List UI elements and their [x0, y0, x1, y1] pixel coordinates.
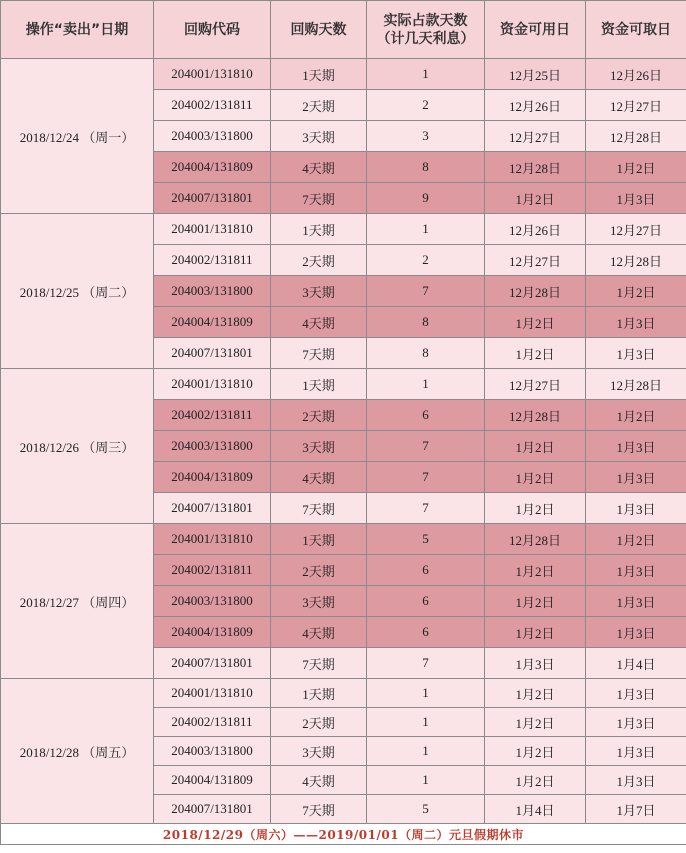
repo-term-cell: 1天期 [271, 679, 367, 708]
withdrawable-date-cell: 1月3日 [586, 766, 686, 795]
repo-term-cell: 1天期 [271, 59, 367, 90]
sell-date-cell: 2018/12/27 （周四） [1, 524, 154, 679]
repo-term-cell: 2天期 [271, 555, 367, 586]
available-date-cell: 1月2日 [485, 183, 586, 214]
withdrawable-date-cell: 1月2日 [586, 400, 686, 431]
sell-date-cell: 2018/12/24 （周一） [1, 59, 154, 214]
repo-code-cell: 204003/131800 [154, 586, 271, 617]
withdrawable-date-cell: 12月27日 [586, 214, 686, 245]
withdrawable-date-cell: 1月7日 [586, 795, 686, 824]
actual-days-cell: 8 [367, 307, 485, 338]
withdrawable-date-cell: 1月3日 [586, 586, 686, 617]
repo-code-cell: 204002/131811 [154, 555, 271, 586]
available-date-cell: 12月27日 [485, 245, 586, 276]
available-date-cell: 12月28日 [485, 524, 586, 555]
actual-days-cell: 6 [367, 617, 485, 648]
actual-days-cell: 1 [367, 708, 485, 737]
repo-code-cell: 204004/131809 [154, 307, 271, 338]
available-date-cell: 1月2日 [485, 493, 586, 524]
repo-term-cell: 4天期 [271, 152, 367, 183]
withdrawable-date-cell: 1月3日 [586, 555, 686, 586]
repo-term-cell: 4天期 [271, 462, 367, 493]
repo-term-cell: 7天期 [271, 183, 367, 214]
repo-code-cell: 204001/131810 [154, 59, 271, 90]
withdrawable-date-cell: 1月3日 [586, 493, 686, 524]
sell-date-cell: 2018/12/26 （周三） [1, 369, 154, 524]
available-date-cell: 1月2日 [485, 679, 586, 708]
repo-code-cell: 204004/131809 [154, 152, 271, 183]
header-sell-date: 操作“卖出”日期 [1, 1, 154, 59]
actual-days-cell: 8 [367, 338, 485, 369]
actual-days-cell: 7 [367, 462, 485, 493]
holiday-note-row [1, 824, 686, 845]
withdrawable-date-cell: 12月26日 [586, 59, 686, 90]
actual-days-cell: 5 [367, 524, 485, 555]
actual-days-cell: 1 [367, 369, 485, 400]
withdrawable-date-cell: 1月4日 [586, 648, 686, 679]
repo-code-cell: 204002/131811 [154, 708, 271, 737]
actual-days-cell: 6 [367, 555, 485, 586]
available-date-cell: 1月2日 [485, 766, 586, 795]
available-date-cell: 1月2日 [485, 586, 586, 617]
available-date-cell: 1月2日 [485, 338, 586, 369]
repo-code-cell: 204007/131801 [154, 795, 271, 824]
available-date-cell: 12月27日 [485, 369, 586, 400]
repo-term-cell: 7天期 [271, 795, 367, 824]
actual-days-cell: 1 [367, 737, 485, 766]
repo-code-cell: 204001/131810 [154, 524, 271, 555]
repo-code-cell: 204004/131809 [154, 617, 271, 648]
available-date-cell: 12月28日 [485, 276, 586, 307]
withdrawable-date-cell: 1月3日 [586, 617, 686, 648]
header-repo-code: 回购代码 [154, 1, 271, 59]
repo-term-cell: 1天期 [271, 214, 367, 245]
available-date-cell: 1月2日 [485, 555, 586, 586]
withdrawable-date-cell: 1月3日 [586, 737, 686, 766]
repo-term-cell: 3天期 [271, 737, 367, 766]
sell-date-cell: 2018/12/25 （周二） [1, 214, 154, 369]
repo-code-cell: 204001/131810 [154, 214, 271, 245]
available-date-cell: 12月25日 [485, 59, 586, 90]
actual-days-cell: 1 [367, 679, 485, 708]
actual-days-cell: 9 [367, 183, 485, 214]
available-date-cell: 12月26日 [485, 214, 586, 245]
repo-term-cell: 4天期 [271, 307, 367, 338]
actual-days-cell: 7 [367, 648, 485, 679]
actual-days-cell: 7 [367, 493, 485, 524]
repo-code-cell: 204007/131801 [154, 183, 271, 214]
withdrawable-date-cell: 1月2日 [586, 524, 686, 555]
header-actual-days-line2: （计几天利息） [376, 30, 475, 47]
actual-days-cell: 5 [367, 795, 485, 824]
repo-code-cell: 204003/131800 [154, 276, 271, 307]
actual-days-cell: 3 [367, 121, 485, 152]
repo-code-cell: 204004/131809 [154, 766, 271, 795]
header-repo-days: 回购天数 [271, 1, 367, 59]
actual-days-cell: 1 [367, 214, 485, 245]
available-date-cell: 1月2日 [485, 617, 586, 648]
available-date-cell: 12月26日 [485, 90, 586, 121]
available-date-cell: 1月3日 [485, 648, 586, 679]
withdrawable-date-cell: 1月3日 [586, 462, 686, 493]
available-date-cell: 12月28日 [485, 400, 586, 431]
repo-code-cell: 204003/131800 [154, 737, 271, 766]
table-row [1, 524, 686, 555]
repo-term-cell: 2天期 [271, 245, 367, 276]
header-row [1, 1, 686, 59]
header-available-date: 资金可用日 [485, 1, 586, 59]
repo-term-cell: 2天期 [271, 90, 367, 121]
repo-term-cell: 7天期 [271, 648, 367, 679]
repo-term-cell: 4天期 [271, 617, 367, 648]
repo-code-cell: 204002/131811 [154, 245, 271, 276]
withdrawable-date-cell: 1月3日 [586, 183, 686, 214]
repo-code-cell: 204001/131810 [154, 369, 271, 400]
withdrawable-date-cell: 1月3日 [586, 338, 686, 369]
actual-days-cell: 7 [367, 276, 485, 307]
repo-code-cell: 204007/131801 [154, 493, 271, 524]
withdrawable-date-cell: 1月2日 [586, 276, 686, 307]
withdrawable-date-cell: 1月3日 [586, 679, 686, 708]
actual-days-cell: 2 [367, 245, 485, 276]
table-row [1, 369, 686, 400]
repo-term-cell: 2天期 [271, 400, 367, 431]
repo-code-cell: 204001/131810 [154, 679, 271, 708]
repo-term-cell: 3天期 [271, 276, 367, 307]
sell-date-cell: 2018/12/28 （周五） [1, 679, 154, 824]
repo-term-cell: 1天期 [271, 369, 367, 400]
repo-term-cell: 7天期 [271, 338, 367, 369]
actual-days-cell: 6 [367, 586, 485, 617]
available-date-cell: 1月2日 [485, 708, 586, 737]
withdrawable-date-cell: 12月28日 [586, 121, 686, 152]
header-withdrawable-date: 资金可取日 [586, 1, 686, 59]
available-date-cell: 1月4日 [485, 795, 586, 824]
table-row [1, 59, 686, 90]
repo-code-cell: 204003/131800 [154, 121, 271, 152]
actual-days-cell: 1 [367, 59, 485, 90]
table-row [1, 214, 686, 245]
repo-code-cell: 204002/131811 [154, 90, 271, 121]
available-date-cell: 12月27日 [485, 121, 586, 152]
holiday-note: 2018/12/29（周六）——2019/01/01（周二）元旦假期休市 [1, 824, 686, 845]
table-body [1, 59, 686, 824]
withdrawable-date-cell: 12月27日 [586, 90, 686, 121]
repo-term-cell: 3天期 [271, 431, 367, 462]
available-date-cell: 1月2日 [485, 307, 586, 338]
available-date-cell: 12月28日 [485, 152, 586, 183]
header-actual-days-line1: 实际占款天数 [383, 12, 468, 29]
repo-code-cell: 204007/131801 [154, 338, 271, 369]
withdrawable-date-cell: 12月28日 [586, 245, 686, 276]
repo-term-cell: 2天期 [271, 708, 367, 737]
repo-term-cell: 1天期 [271, 524, 367, 555]
repo-code-cell: 204004/131809 [154, 462, 271, 493]
actual-days-cell: 8 [367, 152, 485, 183]
actual-days-cell: 6 [367, 400, 485, 431]
actual-days-cell: 7 [367, 431, 485, 462]
withdrawable-date-cell: 1月2日 [586, 152, 686, 183]
available-date-cell: 1月2日 [485, 431, 586, 462]
withdrawable-date-cell: 1月3日 [586, 307, 686, 338]
repo-code-cell: 204007/131801 [154, 648, 271, 679]
repo-code-cell: 204002/131811 [154, 400, 271, 431]
header-actual-days [367, 1, 485, 59]
table-row [1, 679, 686, 708]
actual-days-cell: 1 [367, 766, 485, 795]
repo-code-cell: 204003/131800 [154, 431, 271, 462]
actual-days-cell: 2 [367, 90, 485, 121]
repo-term-cell: 3天期 [271, 586, 367, 617]
repo-term-cell: 7天期 [271, 493, 367, 524]
withdrawable-date-cell: 12月28日 [586, 369, 686, 400]
withdrawable-date-cell: 1月3日 [586, 708, 686, 737]
repo-term-cell: 3天期 [271, 121, 367, 152]
available-date-cell: 1月2日 [485, 462, 586, 493]
available-date-cell: 1月2日 [485, 737, 586, 766]
repo-term-cell: 4天期 [271, 766, 367, 795]
withdrawable-date-cell: 1月3日 [586, 431, 686, 462]
